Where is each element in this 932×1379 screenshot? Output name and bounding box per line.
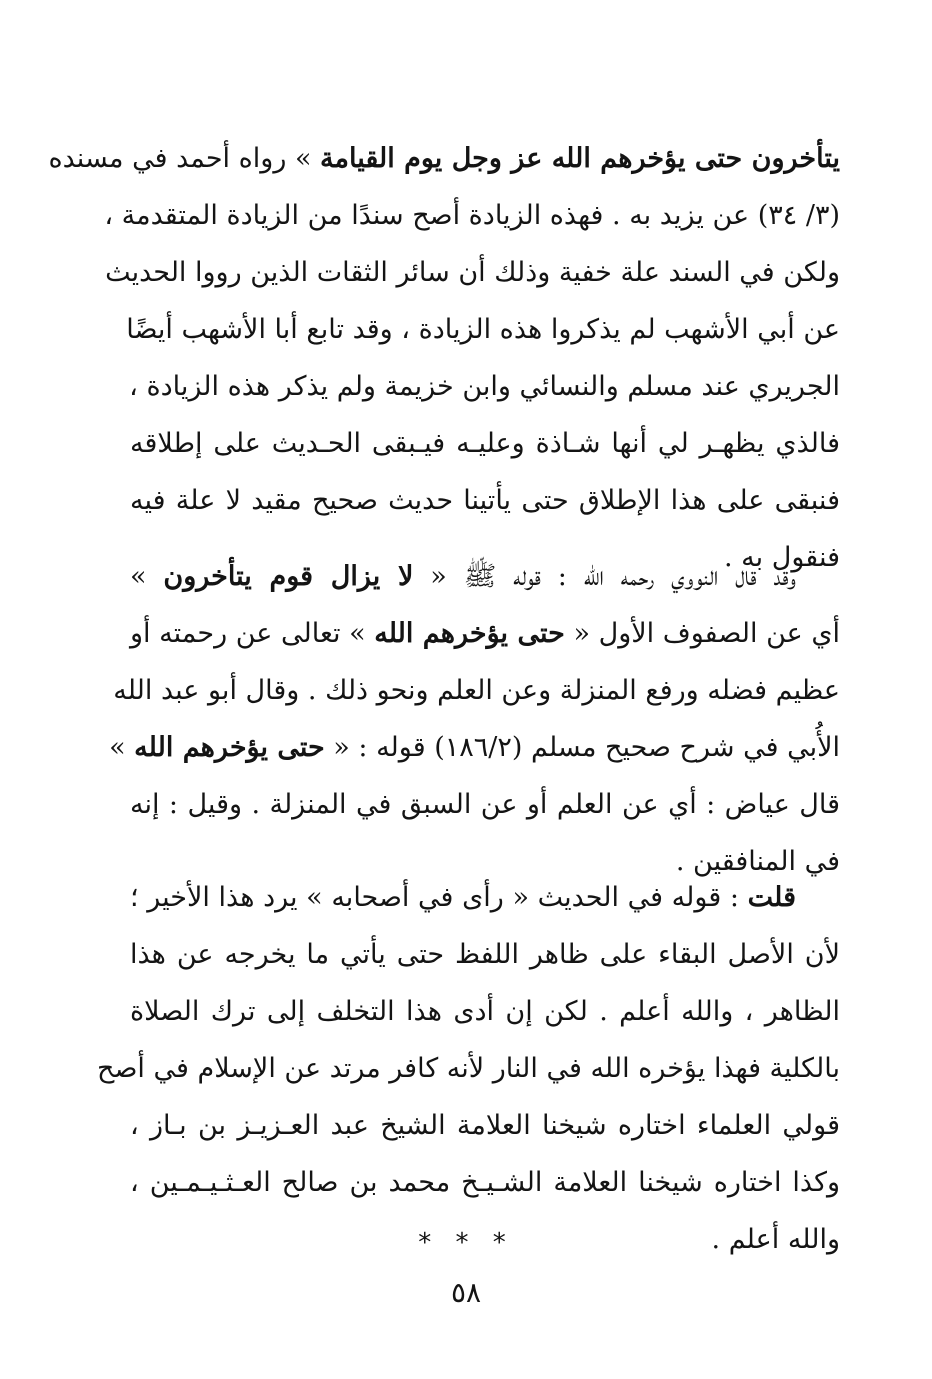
paragraph-nawawi-quote	[109, 548, 840, 890]
text-segment: »	[109, 732, 135, 763]
text-line	[105, 244, 840, 301]
text-line	[113, 662, 840, 719]
text-segment: : قوله في الحديث « رأى في أصحابه » يرد هذا الأخير ؛	[130, 882, 748, 913]
paragraph-author-note	[97, 869, 840, 1268]
text-segment: لأن الأصل البقاء على ظاهر اللفظ حتى يأتي ما يخرجه عن هذا	[130, 939, 840, 970]
text-line	[126, 301, 840, 358]
bold-text-segment: حتى يؤخرهم الله	[374, 618, 565, 649]
text-line	[97, 1040, 840, 1097]
bold-text-segment: يتأخرون حتى يؤخرهم الله عز وجل يوم القيامة	[320, 143, 840, 174]
text-line	[130, 776, 840, 833]
text-segment: بالكلية فهذا يؤخره الله في النار لأنه كافر مرتد عن الإسلام في أصح	[97, 1053, 840, 1084]
text-segment: عن أبي الأشهب لم يذكروا هذه الزيادة ، وقد تابع أبا الأشهب أيضًا	[126, 314, 840, 345]
text-segment: »	[130, 561, 164, 592]
section-separator: * * *	[418, 1228, 514, 1258]
text-segment: عظيم فضله ورفع المنزلة وعن العلم ونحو ذلك . وقال أبو عبد الله	[113, 675, 840, 706]
text-segment: والله أعلم .	[711, 1224, 840, 1255]
text-segment: فالذي يظهـر لي أنها شـاذة وعليـه فيـبقى الحـديث على إطلاقه	[130, 428, 840, 459]
text-line	[130, 1097, 840, 1154]
text-line	[130, 415, 840, 472]
text-segment: قال عياض : أي عن العلم أو عن السبق في المنزلة . وقيل : إنه	[130, 789, 840, 820]
bold-text-segment: قلت	[747, 882, 796, 913]
text-line	[130, 869, 840, 926]
text-line	[130, 983, 840, 1040]
text-line	[130, 472, 840, 529]
text-line	[109, 719, 840, 776]
bold-text-segment: لا يزال قوم يتأخرون	[163, 561, 414, 592]
text-segment: الجريري عند مسلم والنسائي وابن خزيمة ولم يذكر هذه الزيادة ،	[129, 371, 840, 402]
text-segment: (٣/ ٣٤) عن يزيد به . فهذه الزيادة أصح سندًا من الزيادة المتقدمة ،	[104, 200, 840, 231]
text-segment: الأُبي في شرح صحيح مسلم (١٨٦/٢) قوله : «	[324, 732, 840, 763]
text-segment: في المنافقين .	[675, 846, 840, 877]
text-line	[104, 187, 840, 244]
text-segment: الظاهر ، والله أعلم . لكن إن أدى هذا التخلف إلى ترك الصلاة	[130, 996, 840, 1027]
text-segment: ولكن في السند علة خفية وذلك أن سائر الثقات الذين رووا الحديث	[105, 257, 840, 288]
bold-text-segment: حتى يؤخرهم الله	[134, 732, 325, 763]
text-line	[130, 358, 840, 415]
paragraph-hadith-commentary	[48, 130, 840, 586]
text-segment: فنقول به .	[723, 542, 840, 573]
text-segment: » رواه أحمد في مسنده	[48, 143, 321, 174]
text-line	[48, 130, 840, 187]
text-segment: وكذا اختاره شيخنا العلامة الشـيـخ محمد بن صالح العـثـيـمـين ،	[130, 1167, 840, 1198]
page-number: ٥٨	[450, 1276, 482, 1309]
text-segment: وقد قال النووي رحمه الله : قوله ﷺ «	[413, 561, 796, 592]
text-line	[130, 605, 840, 662]
text-line	[130, 1154, 840, 1211]
text-line	[130, 548, 840, 605]
text-line	[130, 926, 840, 983]
text-segment: قولي العلماء اختاره شيخنا العلامة الشيخ عبد العـزيـز بن بـاز ،	[130, 1110, 840, 1141]
text-segment: » تعالى عن رحمته أو	[130, 618, 375, 649]
text-segment: أي عن الصفوف الأول «	[564, 618, 840, 649]
text-segment: فنبقى على هذا الإطلاق حتى يأتينا حديث صحيح مقيد لا علة فيه	[130, 485, 840, 516]
